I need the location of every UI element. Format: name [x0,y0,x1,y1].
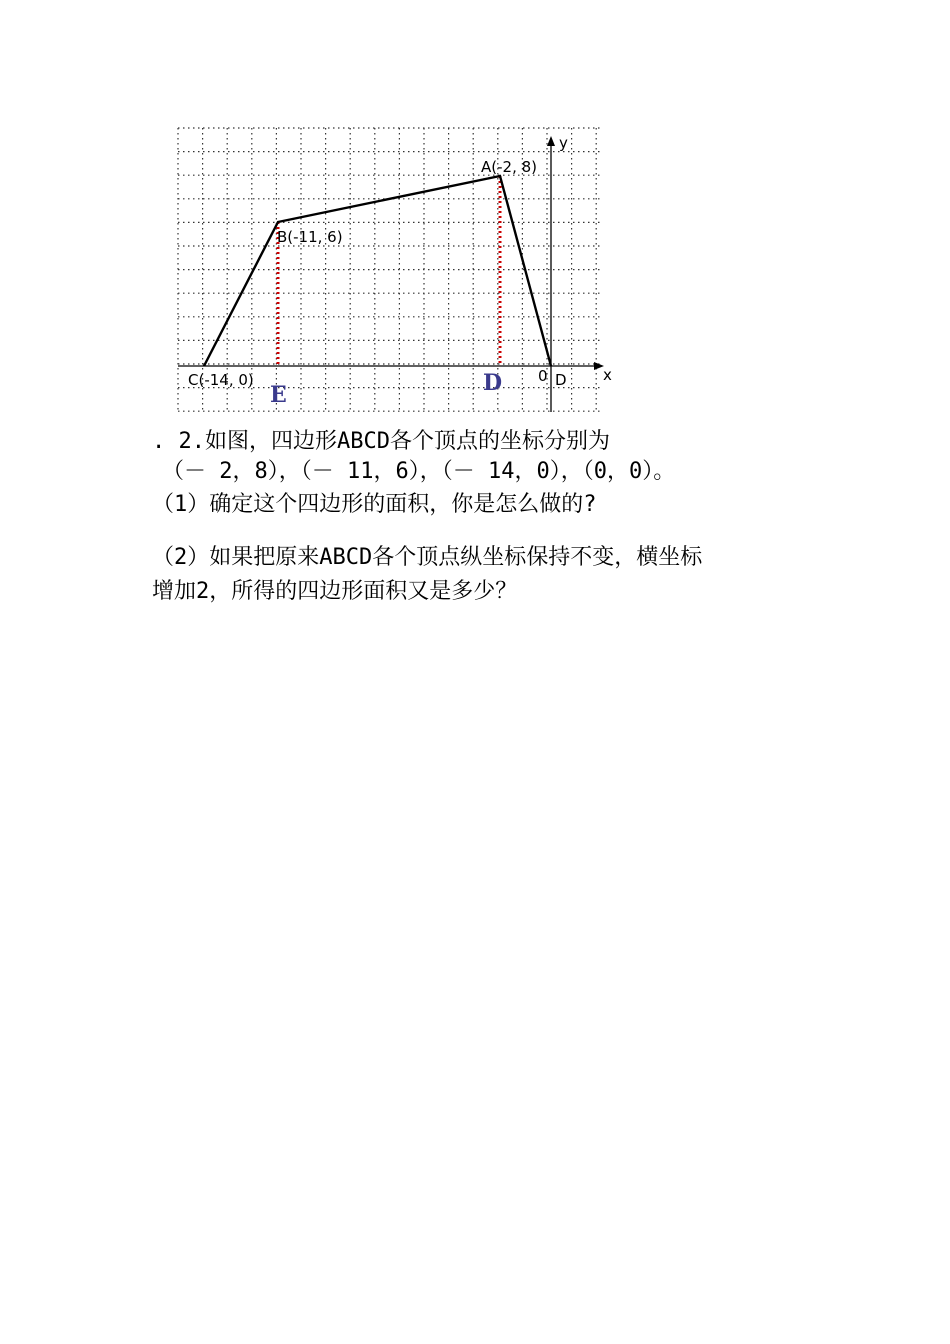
y-axis [547,136,555,412]
x-axis-label: x [603,366,612,384]
foot-label-E: E [270,382,287,408]
origin-label: 0 [538,367,548,385]
label-C: C(-14, 0) [188,371,254,389]
question-part-1: （1）确定这个四边形的面积，你是怎么做的? [152,492,597,517]
label-D: D [555,371,567,389]
y-axis-label: y [559,134,568,152]
question-line-1: . 2.如图，四边形ABCD各个顶点的坐标分别为 [152,429,610,454]
question-part-2-line-2: 增加2，所得的四边形面积又是多少？ [152,579,518,604]
question-line-2: （－ 2，8），（－ 11，6），（－ 14，0），（0，0）。 [162,459,676,484]
coordinate-figure [0,0,950,430]
label-B: B(-11, 6) [277,228,343,246]
question-part-2-line-1: （2）如果把原来ABCD各个顶点纵坐标保持不变，横坐标 [152,545,703,570]
label-A: A(-2, 8) [481,158,538,176]
foot-label-D: D [483,370,503,396]
